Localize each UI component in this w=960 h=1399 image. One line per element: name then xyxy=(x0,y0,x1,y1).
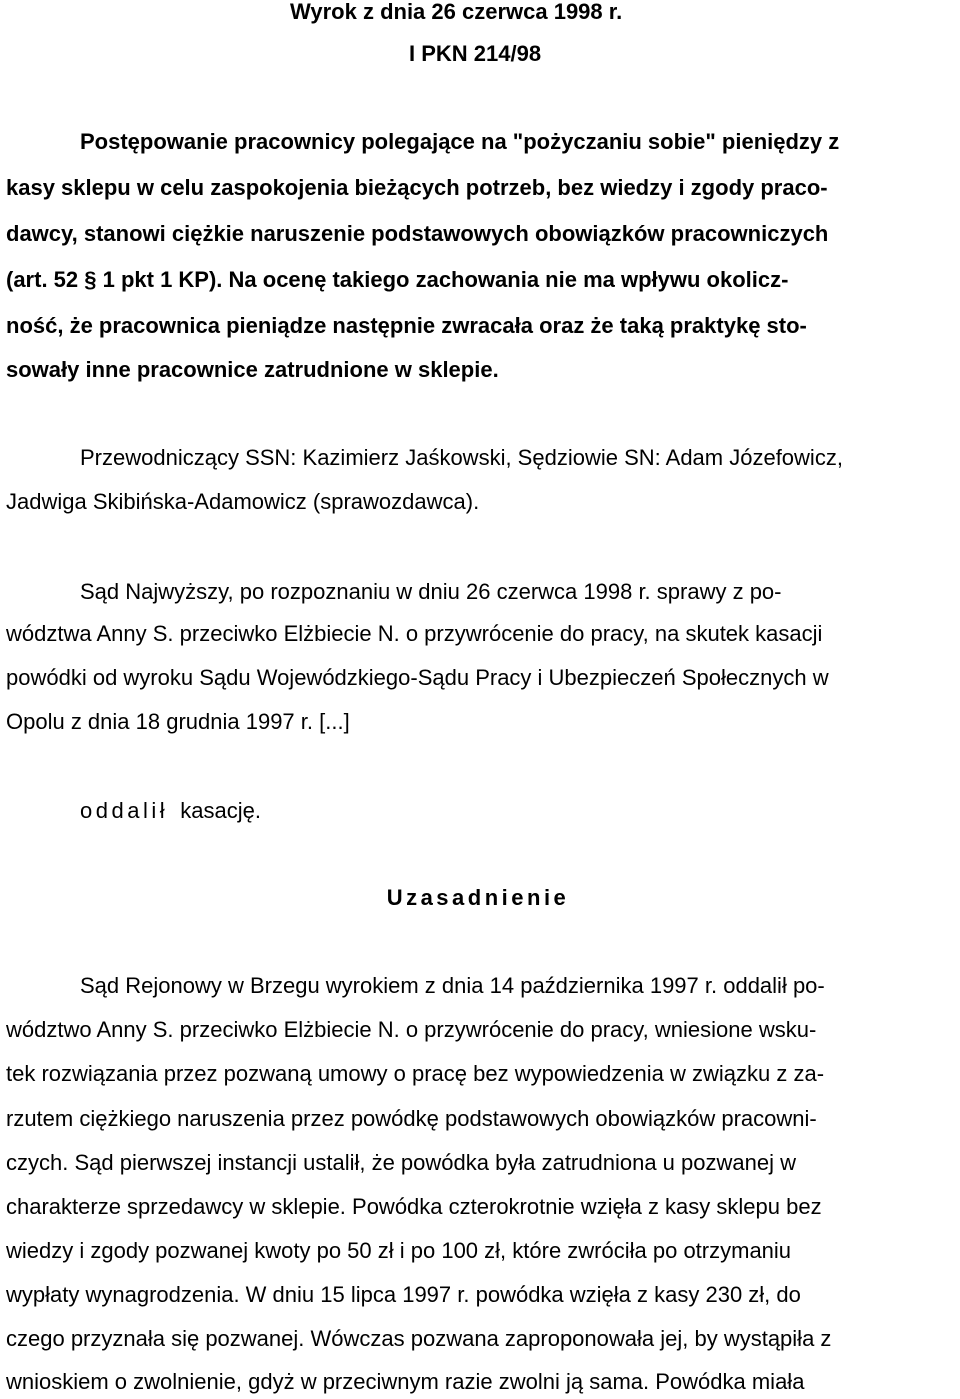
ruling-line: wództwa Anny S. przeciwko Elżbiecie N. o przywrócenie do pracy, na skutek kasacji xyxy=(6,621,823,646)
ruling-line: Opolu z dnia 18 grudnia 1997 r. [...] xyxy=(6,709,350,734)
verdict xyxy=(80,797,261,825)
justification-line: wództwo Anny S. przeciwko Elżbiecie N. o przywrócenie do pracy, wniesione wsku- xyxy=(6,1017,817,1042)
verdict-spaced: oddalił xyxy=(80,798,169,823)
ruling-line: Sąd Najwyższy, po rozpoznaniu w dniu 26 czerwca 1998 r. sprawy z po- xyxy=(80,579,782,604)
justification-line: rzutem ciężkiego naruszenia przez powódkę podstawowych obowiązków pracowni- xyxy=(6,1106,817,1131)
justification-line: Sąd Rejonowy w Brzegu wyrokiem z dnia 14 października 1997 r. oddalił po- xyxy=(80,973,825,998)
case-number: I PKN 214/98 xyxy=(409,41,542,66)
justification-line: wnioskiem o zwolnienie, gdyż w przeciwnym razie zwolni ją sama. Powódka miała xyxy=(6,1369,805,1394)
justification-line: charakterze sprzedawcy w sklepie. Powódka czterokrotnie wzięła z kasy sklepu bez xyxy=(6,1194,822,1219)
justification-line: czych. Sąd pierwszej instancji ustalił, że powódka była zatrudniona u pozwanej w xyxy=(6,1150,796,1175)
justification-line: wypłaty wynagrodzenia. W dniu 15 lipca 1997 r. powódka wzięła z kasy 230 zł, do xyxy=(6,1282,801,1307)
thesis-line: kasy sklepu w celu zaspokojenia bieżących potrzeb, bez wiedzy i zgody praco- xyxy=(6,175,828,200)
thesis-line: Postępowanie pracownicy polegające na "pożyczaniu sobie" pieniędzy z xyxy=(80,129,840,154)
ruling-line: powódki od wyroku Sądu Wojewódzkiego-Sądu Pracy i Ubezpieczeń Społecznych w xyxy=(6,665,829,690)
panel-line: Jadwiga Skibińska-Adamowicz (sprawozdawca). xyxy=(6,489,480,514)
justification-line: wiedzy i zgody pozwanej kwoty po 50 zł i po 100 zł, które zwróciła po otrzymaniu xyxy=(6,1238,792,1263)
justification-line: czego przyznała się pozwanej. Wówczas pozwana zaproponowała jej, by wystąpiła z xyxy=(6,1326,832,1351)
thesis-line: sowały inne pracownice zatrudnione w sklepie. xyxy=(6,357,499,382)
thesis-line: (art. 52 § 1 pkt 1 KP). Na ocenę takiego zachowania nie ma wpływu okolicz- xyxy=(6,267,789,292)
thesis-line: dawcy, stanowi ciężkie naruszenie podstawowych obowiązków pracowniczych xyxy=(6,221,829,246)
verdict-rest: kasację. xyxy=(180,798,261,823)
thesis-line: ność, że pracownica pieniądze następnie zwracała oraz że taką praktykę sto- xyxy=(6,313,807,338)
judgment-date: Wyrok z dnia 26 czerwca 1998 r. xyxy=(290,0,623,24)
justification-line: tek rozwiązania przez pozwaną umowy o pracę bez wypowiedzenia w związku z za- xyxy=(6,1061,825,1086)
justification-heading: Uzasadnienie xyxy=(386,885,570,910)
panel-line: Przewodniczący SSN: Kazimierz Jaśkowski, Sędziowie SN: Adam Józefowicz, xyxy=(80,445,843,470)
